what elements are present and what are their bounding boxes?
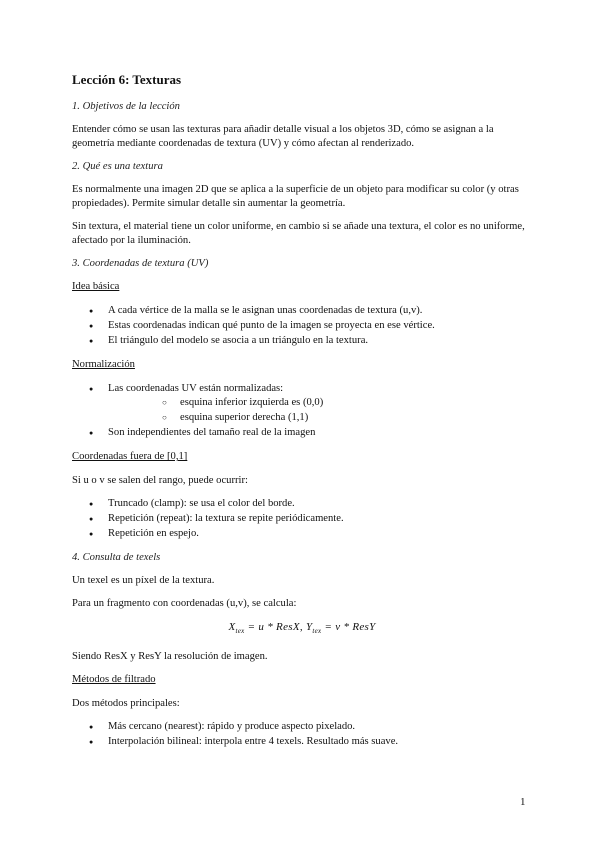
sub-list-item: ○ esquina inferior izquierda es (0,0): [108, 396, 532, 410]
list-item: ● Interpolación bilineal: interpola entre 4 texels. Resultado más suave.: [72, 735, 532, 749]
list-item: ● El triángulo del modelo se asocia a un triángulo en la textura.: [72, 334, 532, 348]
formula-y-sub: tex: [312, 627, 322, 636]
formula-x-sub: tex: [235, 627, 245, 636]
document-body: [72, 72, 532, 759]
normalization-list: [72, 382, 532, 440]
list-item: ● Repetición en espejo.: [72, 527, 532, 541]
filtering-intro: Dos métodos principales:: [72, 698, 180, 710]
subheading-basic-idea: Idea básica: [72, 281, 120, 292]
page-number: 1: [520, 796, 526, 808]
formula-y: Y: [305, 621, 313, 633]
subheading-out-of-range: Coordenadas fuera de [0,1]: [72, 451, 188, 462]
list-item: ● A cada vértice de la malla se le asignan unas coordenadas de textura (u,v).: [72, 304, 532, 318]
list-item: [72, 382, 532, 425]
sub-list-item: ○ esquina superior derecha (1,1): [108, 411, 532, 425]
texel-calc-paragraph: Para un fragmento con coordenadas (u,v), se calcula:: [72, 598, 297, 609]
subheading-normalization: Normalización: [72, 359, 135, 370]
list-item: ● Estas coordenadas indican qué punto de la imagen se proyecta en ese vértice.: [72, 319, 532, 333]
section-heading-what-is-texture: 2. Qué es una textura: [72, 161, 163, 172]
formula-y-rest: = v * ResY: [321, 621, 376, 633]
section-heading-uv: 3. Coordenadas de textura (UV): [72, 258, 209, 269]
list-item: ● Repetición (repeat): la textura se repite periódicamente.: [72, 512, 532, 526]
out-of-range-list: [72, 497, 532, 541]
texture-definition-paragraph: Es normalmente una imagen 2D que se aplica a la superficie de un objeto para modificar su color (y otras propiedades). Permite simular detalle sin aumentar la geometría.: [72, 184, 519, 209]
formula-x: X: [228, 621, 236, 633]
texture-uniform-paragraph: Sin textura, el material tiene un color uniforme, en cambio si se añade una textura, el color es no uniforme, afectado por la iluminación.: [72, 221, 525, 246]
list-item: ● Más cercano (nearest): rápido y produce aspecto pixelado.: [72, 720, 532, 734]
basic-idea-list: [72, 304, 532, 348]
section-heading-objectives: 1. Objetivos de la lección: [72, 101, 180, 112]
formula-x-rest: = u * ResX,: [244, 621, 306, 633]
texel-definition-paragraph: Un texel es un píxel de la textura.: [72, 575, 215, 586]
resolution-paragraph: Siendo ResX y ResY la resolución de imagen.: [72, 651, 268, 663]
section-heading-texels: 4. Consulta de texels: [72, 552, 161, 563]
list-item: ● Truncado (clamp): se usa el color del borde.: [72, 497, 532, 511]
objectives-paragraph: Entender cómo se usan las texturas para añadir detalle visual a los objetos 3D, cómo se asignan a la geometría mediante coordenadas de textura (UV) y cómo afectan al renderizado.: [72, 124, 494, 149]
filtering-list: [72, 720, 532, 749]
out-of-range-intro: Si u o v se salen del rango, puede ocurrir:: [72, 475, 248, 486]
normalization-sublist: [108, 396, 532, 425]
lesson-title: Lección 6: Texturas: [72, 72, 182, 87]
list-item: ● Son independientes del tamaño real de la imagen: [72, 426, 532, 440]
subheading-filtering: Métodos de filtrado: [72, 674, 156, 686]
list-item-text: Las coordenadas UV están normalizadas:: [108, 383, 284, 394]
texel-formula: [72, 620, 532, 638]
